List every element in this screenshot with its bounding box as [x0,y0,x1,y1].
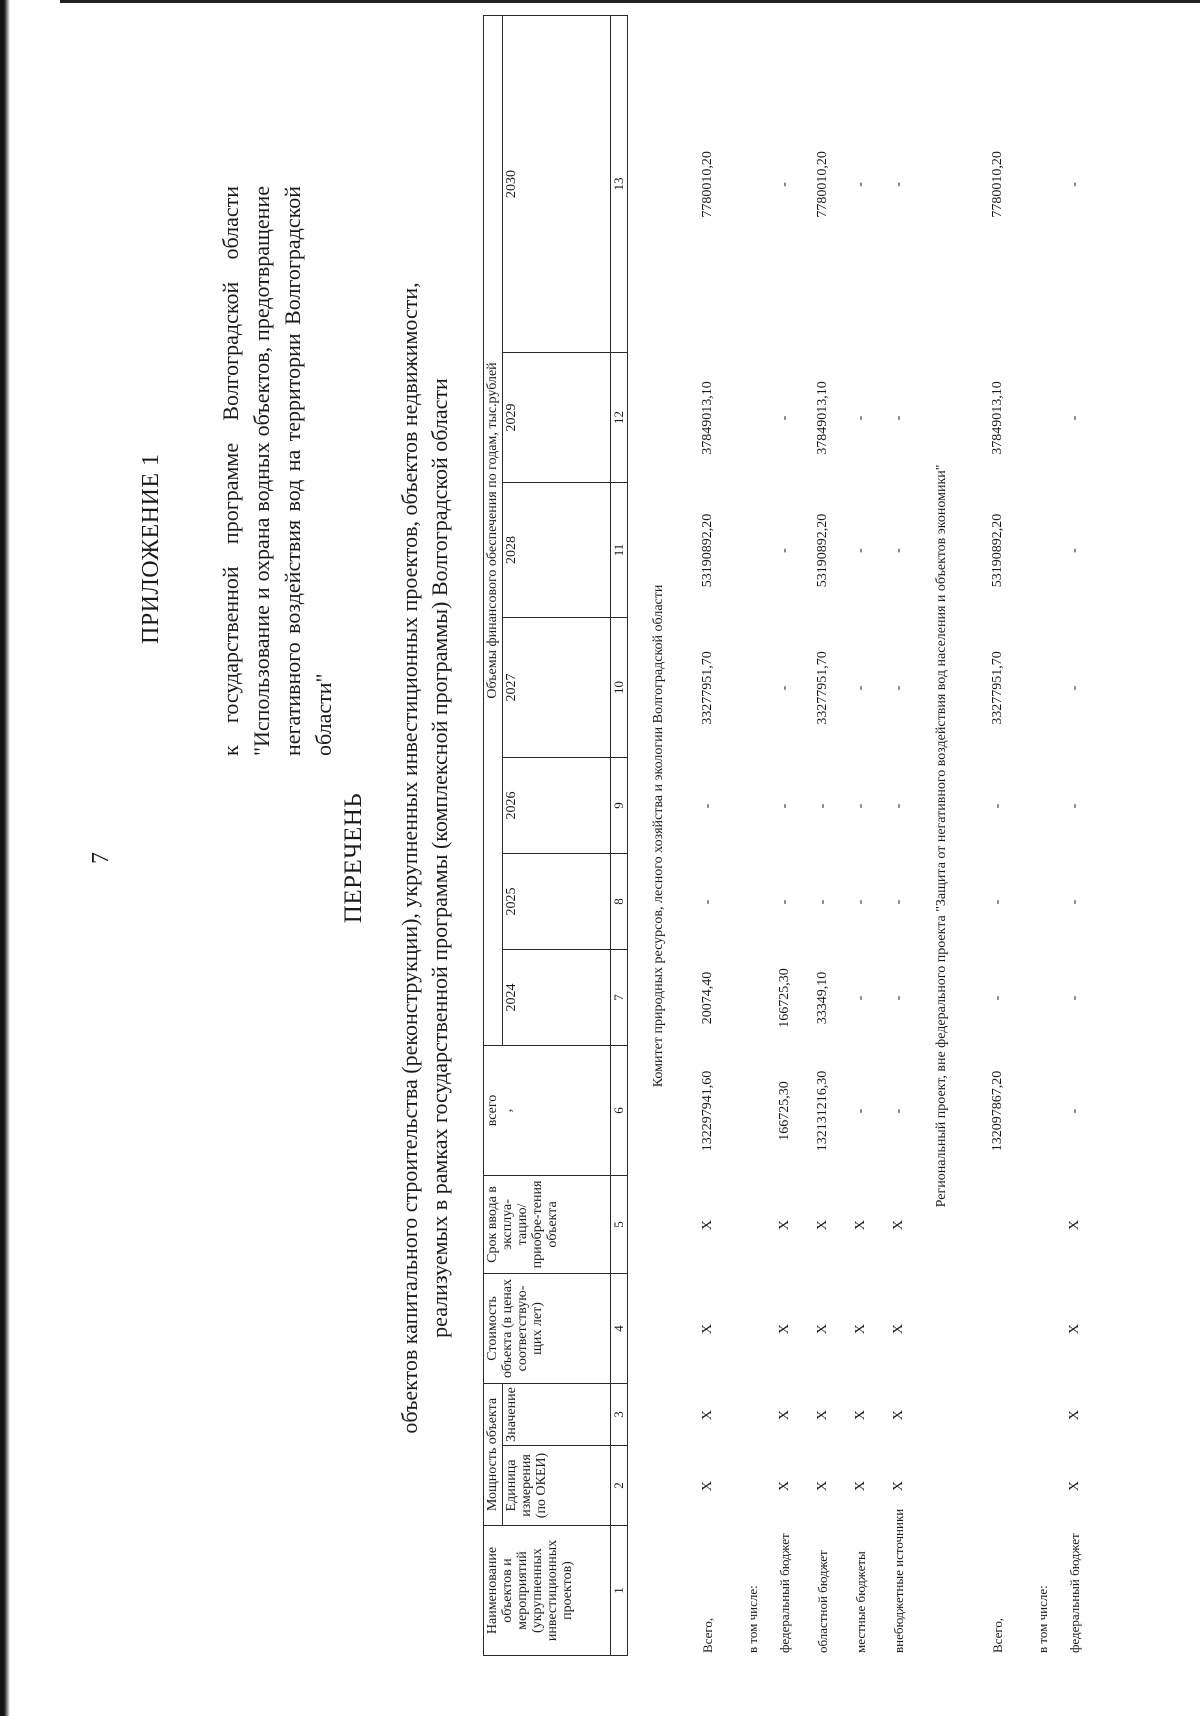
table-cell: - [853,899,868,905]
table-cell: 53190892,20 [815,513,830,588]
table-cell: X [777,1323,792,1335]
table-cell [740,1384,766,1446]
header-cost: Стоимость объекта (в ценах соответствую-щих лет) [484,1273,611,1383]
header-table [483,15,628,1656]
document-subtitle-line-2: реализуемых в рамках государственной программы (комплексной программы) Волгоградской области [427,378,452,1338]
table-cell: - [853,182,868,187]
column-number: 10 [611,617,628,757]
body-table [642,16,1094,1656]
column-number: 12 [611,352,628,482]
table-cell: 7780010,20 [990,151,1005,218]
row-label: в том числе: [745,1585,760,1653]
page-number: 7 [88,852,114,864]
column-number: 7 [611,949,628,1045]
table-cell: - [891,1108,906,1114]
annex-title: ПРИЛОЖЕНИЕ 1 [138,453,164,644]
column-number: 4 [611,1273,628,1383]
table-row [1030,16,1056,1656]
column-number: 9 [611,757,628,853]
table-cell: X [891,1409,906,1421]
table-cell [1030,483,1056,618]
table-cell [966,1274,1030,1384]
table-cell [966,1384,1030,1446]
row-label: местные бюджеты [853,1551,868,1653]
table-cell: X [815,1323,830,1335]
table-cell: 132097867,20 [990,1070,1005,1152]
table-cell: - [891,685,906,691]
table-cell [740,618,766,758]
table-cell: 7780010,20 [700,151,715,218]
table-row [740,16,766,1656]
table-cell: - [777,182,792,187]
row-label: федеральный бюджет [1067,1533,1082,1653]
row-label: внебюджетные источники [891,1508,906,1653]
table-cell [1030,1274,1056,1384]
table-cell: - [990,899,1005,905]
table-cell: - [777,415,792,421]
table-cell: - [891,899,906,905]
table-cell: 53190892,20 [990,513,1005,588]
column-number: 8 [611,853,628,949]
table-cell: X [891,1323,906,1335]
header-funding-group: Объемы финансового обеспечения по годам, тыс.рублей [484,15,503,1045]
table-cell: - [853,548,868,553]
column-number: 1 [611,1526,628,1656]
table-cell: - [853,415,868,421]
section-row [918,16,966,1656]
annex-text: к государственной программе Волгоградской области "Использование и охрана водных объектов, предотвращение негативного воздействия вод на территории Волгоградской области" [218,186,336,756]
header-unit: Единица измерения (по ОКЕИ) [503,1446,611,1526]
document-subtitle [395,160,455,1556]
column-number: 3 [611,1383,628,1445]
table-cell: - [777,899,792,905]
table-cell: X [853,1323,868,1335]
table-cell [1030,618,1056,758]
table-cell: - [990,995,1005,1001]
table-cell [740,854,766,950]
table-cell: X [777,1219,792,1231]
row-label: федеральный бюджет [777,1533,792,1653]
table-cell: 33277951,70 [815,651,830,725]
table-cell [740,1446,766,1526]
header-value: Значение [503,1383,611,1445]
table-cell: - [1067,899,1082,905]
table-cell: 37849013,10 [700,381,715,455]
table-cell: - [853,995,868,1001]
table-cell [740,1176,766,1274]
header-year-2025: 2025 [503,853,611,949]
header-name: Наименование объектов и мероприятий (укрупненных инвестиционных проектов) [484,1526,611,1656]
table-cell [740,353,766,483]
table-cell: X [777,1409,792,1421]
row-label: в том числе: [1035,1585,1050,1653]
table-cell [740,950,766,1046]
row-label: Всего, [700,1617,715,1653]
section-title: Региональный проект, вне федерального проекта "Защита от негативного воздействия вод населения и объектов экономики" [934,464,949,1208]
column-number: 6 [611,1045,628,1175]
table-cell: - [1067,182,1082,187]
table-cell [1030,1046,1056,1176]
header-year-2030: 2030 [503,15,611,352]
table-cell: X [1067,1409,1082,1421]
table-cell: - [1067,685,1082,691]
table-row [766,16,804,1656]
table-cell: 132131216,30 [815,1070,830,1152]
table-cell: 166725,30 [777,968,792,1028]
header-year-2027: 2027 [503,617,611,757]
header-total-mark: , [500,1108,515,1113]
table-cell: 7780010,20 [815,151,830,218]
table-cell [1030,758,1056,854]
table-cell: - [815,899,830,905]
table-cell: - [1067,995,1082,1001]
table-cell: - [891,182,906,187]
table-cell: 20074,40 [700,971,715,1025]
table-cell: - [990,803,1005,809]
table-cell: - [815,803,830,809]
table-cell [1030,16,1056,353]
table-row [804,16,842,1656]
table-row [1056,16,1094,1656]
column-number: 13 [611,15,628,352]
table-row [966,16,1030,1656]
header-year-2029: 2029 [503,352,611,482]
table-cell: - [891,803,906,809]
header-year-2026: 2026 [503,757,611,853]
table-cell: - [1067,803,1082,809]
table-cell: X [700,1323,715,1335]
column-number: 11 [611,482,628,617]
header-commissioning: Срок ввода в эксплуа-тацию/ приобре-тения объекта [484,1175,611,1273]
table-cell: 33349,10 [815,971,830,1025]
table-cell: X [1067,1219,1082,1231]
table-cell [740,16,766,353]
header-year-2028: 2028 [503,482,611,617]
column-number: 5 [611,1175,628,1273]
header-year-2024: 2024 [503,949,611,1045]
table-cell: - [853,803,868,809]
table-cell: X [891,1219,906,1231]
section-title: Комитет природных ресурсов, лесного хозяйства и экологии Волгоградской области [651,584,666,1088]
table-cell: - [1067,415,1082,421]
table-cell [1030,1446,1056,1526]
table-cell [740,1274,766,1384]
table-cell: - [700,899,715,905]
table-cell [1030,950,1056,1046]
table-cell: X [1067,1480,1082,1492]
table-cell: - [777,548,792,553]
row-label: Всего, [990,1617,1005,1653]
table-cell: X [815,1219,830,1231]
table-cell: X [815,1409,830,1421]
table-body [642,16,1094,1656]
table-cell [740,483,766,618]
table-cell: - [777,685,792,691]
table-row [880,16,918,1656]
table-cell: - [891,548,906,553]
table-cell: - [891,415,906,421]
table-cell: - [1067,548,1082,553]
header-total [484,1045,611,1175]
table-cell: X [891,1480,906,1492]
table-cell: 33277951,70 [700,651,715,725]
header-total-label: всего [485,1094,500,1127]
table-cell: X [853,1480,868,1492]
table-cell: - [853,685,868,691]
table-cell [740,1046,766,1176]
row-label: областной бюджет [815,1550,830,1653]
document-subtitle-line-1: объектов капитального строительства (реконструкции), укрупненных инвестиционных проектов, объектов недвижимости, [397,282,422,1434]
table-cell: X [700,1480,715,1492]
table-cell: - [700,803,715,809]
table-cell: 53190892,20 [700,513,715,588]
document-title: ПЕРЕЧЕНЬ [340,792,367,924]
table-cell: X [700,1219,715,1231]
table-cell: X [853,1409,868,1421]
table-cell [740,758,766,854]
table-cell [1030,854,1056,950]
table-cell: - [777,803,792,809]
table-cell: X [700,1409,715,1421]
table-cell: - [853,1108,868,1114]
table-cell: - [891,995,906,1001]
table-cell: X [777,1480,792,1492]
header-capacity-group: Мощность объекта [484,1383,503,1525]
table-cell [966,1176,1030,1274]
section-row [642,16,676,1656]
table-cell: - [1067,1108,1082,1114]
table-cell [1030,1176,1056,1274]
column-number: 2 [611,1446,628,1526]
table-cell: X [1067,1323,1082,1335]
table-cell: 33277951,70 [990,651,1005,725]
table-cell [1030,353,1056,483]
table-cell: 166725,30 [777,1081,792,1141]
table-row [842,16,880,1656]
table-cell: 37849013,10 [815,381,830,455]
table-row [676,16,740,1656]
table-cell: 37849013,10 [990,381,1005,455]
table-cell: X [853,1219,868,1231]
table-cell: X [815,1480,830,1492]
table-cell: 132297941,60 [700,1070,715,1152]
table-cell [966,1446,1030,1526]
table-cell [1030,1384,1056,1446]
